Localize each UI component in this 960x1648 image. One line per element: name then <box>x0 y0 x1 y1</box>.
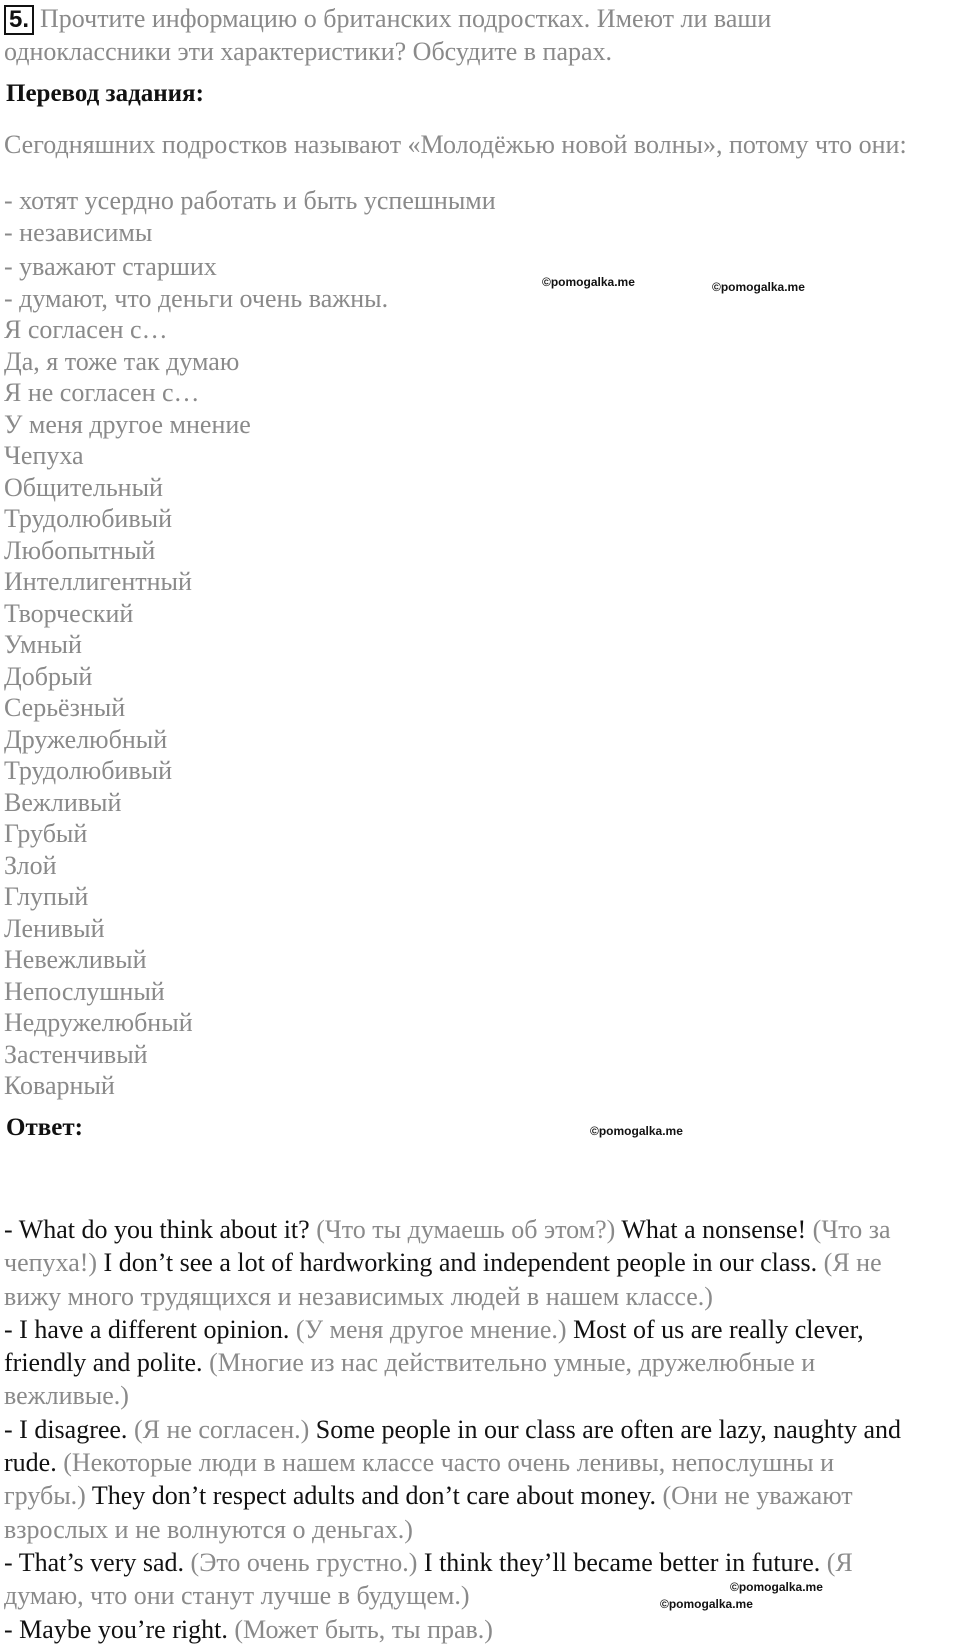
adjective-item: Ленивый <box>4 914 105 943</box>
adjective-item: Общительный <box>4 473 163 502</box>
adjective-item: Коварный <box>4 1071 115 1100</box>
adjective-item: Застенчивый <box>4 1040 148 1069</box>
phrase-item: Да, я тоже так думаю <box>4 347 240 376</box>
answer-ru: (Я не вижу много трудящихся и независимых людей в нашем классе.) <box>4 1248 882 1311</box>
answer-en: What a nonsense! <box>615 1215 807 1244</box>
answer-en: - I have a different opinion. <box>4 1314 290 1344</box>
answer-en: I think they’ll became better in future. <box>417 1547 821 1577</box>
answer-ru: (Я не согласен.) <box>127 1414 310 1444</box>
adjective-item: Недружелюбный <box>4 1008 193 1037</box>
adjective-item: Творческий <box>4 599 134 628</box>
translation-intro: Сегодняшних подростков называют «Молодёжью новой волны», потому что они: <box>4 130 907 159</box>
answer-ru: (Многие из нас действительно умные, дружелюбные и вежливые.) <box>4 1348 816 1411</box>
bullet-item: - уважают старших <box>4 252 217 281</box>
bullet-item: - думают, что деньги очень важны. <box>4 284 389 313</box>
adjective-item: Невежливый <box>4 945 147 974</box>
answer-en: Some people in our class are often are lazy, naughty and rude. <box>4 1414 902 1478</box>
adjective-item: Добрый <box>4 662 93 691</box>
adjective-item: Интеллигентный <box>4 567 192 596</box>
phrase-item: Я согласен с… <box>4 315 168 344</box>
watermark: ©pomogalka.me <box>590 1124 683 1138</box>
answer-ru: (Что ты думаешь об этом?) <box>309 1215 616 1244</box>
task-number: 5. <box>4 5 34 35</box>
answer-ru: (Они не уважают взрослых и не волнуются о деньгах.) <box>4 1481 853 1544</box>
adjective-item: Вежливый <box>4 788 122 817</box>
answer-line <box>4 1213 919 1313</box>
answer-en: They don’t respect adults and don’t care about money. <box>85 1481 657 1511</box>
phrase-item: Я не согласен с… <box>4 378 200 407</box>
task-text: Прочтите информацию о британских подростках. Имеют ли ваши одноклассники эти характеристики? Обсудите в парах. <box>4 4 772 66</box>
watermark: ©pomogalka.me <box>542 275 635 289</box>
watermark: ©pomogalka.me <box>730 1580 823 1594</box>
answer-heading: Ответ: <box>6 1114 83 1141</box>
bullet-item: - хотят усердно работать и быть успешными <box>4 186 496 215</box>
answer-en: Most of us are really clever, friendly and polite. <box>4 1314 864 1378</box>
answer-line <box>4 1313 919 1413</box>
translation-heading: Перевод задания: <box>6 80 204 107</box>
answer-en: - That’s very sad. <box>4 1547 185 1577</box>
adjective-item: Глупый <box>4 882 89 911</box>
adjective-item: Непослушный <box>4 977 165 1006</box>
answer-line <box>4 1613 919 1646</box>
answer-en: - What do you think about it? <box>4 1215 310 1244</box>
answer-en: I don’t see a lot of hardworking and independent people in our class. <box>97 1248 818 1278</box>
adjective-item: Грубый <box>4 819 88 848</box>
answer-ru: (Я думаю, что они станут лучше в будущем.) <box>4 1547 853 1611</box>
adjective-item: Любопытный <box>4 536 156 565</box>
answer-ru: (Что за чепуха!) <box>4 1215 891 1278</box>
answer-ru: (Может быть, ты прав.) <box>227 1614 493 1644</box>
adjective-item: Дружелюбный <box>4 725 168 754</box>
watermark: ©pomogalka.me <box>660 1597 753 1611</box>
answer-ru: (Некоторые люди в нашем классе часто очень ленивы, непослушны и грубы.) <box>4 1448 835 1511</box>
phrase-item: Чепуха <box>4 441 84 470</box>
adjective-item: Умный <box>4 630 82 659</box>
bullet-item: - независимы <box>4 218 153 247</box>
adjective-item: Серьёзный <box>4 693 126 722</box>
adjective-item: Трудолюбивый <box>4 504 172 533</box>
phrase-item: У меня другое мнение <box>4 410 251 439</box>
answer-ru: (У меня другое мнение.) <box>289 1314 567 1344</box>
adjective-item: Трудолюбивый <box>4 756 172 785</box>
watermark: ©pomogalka.me <box>712 280 805 294</box>
answer-line <box>4 1413 919 1546</box>
answer-en: - Maybe you’re right. <box>4 1614 228 1644</box>
task-statement <box>4 2 884 68</box>
answer-ru: (Это очень грустно.) <box>184 1547 418 1577</box>
answer-en: - I disagree. <box>4 1414 128 1444</box>
adjective-item: Злой <box>4 851 57 880</box>
